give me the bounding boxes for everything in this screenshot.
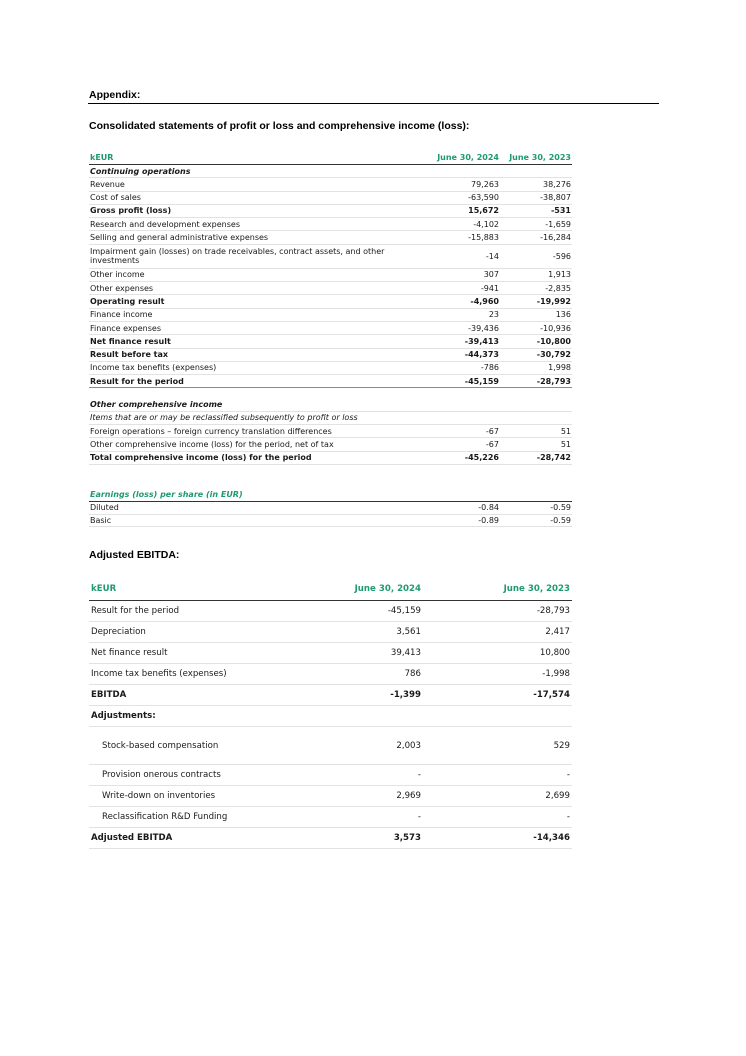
pl-row: [89, 451, 572, 464]
eps-label: Basic: [89, 514, 429, 527]
ebitda-value-2023: -14,346: [423, 828, 572, 849]
ebitda-value-2023: -17,574: [423, 685, 572, 706]
ebitda-row: [89, 786, 572, 807]
eps-value-2024: -0.84: [429, 502, 500, 515]
pl-value-2024: 15,672: [429, 204, 500, 217]
ebitda-value-2023: [423, 706, 572, 727]
pl-label: Result before tax: [89, 348, 429, 361]
pl-section-title: Consolidated statements of profit or loss and comprehensive income (loss):: [89, 120, 470, 132]
ebitda-value-2024: -1,399: [274, 685, 423, 706]
ebitda-label: Income tax benefits (expenses): [89, 664, 274, 685]
pl-label: Operating result: [89, 295, 429, 308]
eps-row: [89, 514, 572, 527]
profit-loss-table: [89, 151, 572, 465]
pl-value-2024: [429, 398, 500, 411]
appendix-title: Appendix:: [89, 89, 141, 101]
eps-table-header: [89, 489, 572, 502]
pl-header-label: kEUR: [89, 151, 429, 165]
pl-label: Items that are or may be reclassified subsequently to profit or loss: [89, 411, 429, 424]
pl-row: [89, 388, 572, 399]
ebitda-row: [89, 601, 572, 622]
ebitda-value-2024: 2,003: [274, 727, 423, 765]
pl-value-2024: -67: [429, 425, 500, 438]
pl-label: Finance expenses: [89, 321, 429, 334]
pl-label: Finance income: [89, 308, 429, 321]
pl-value-2023: -28,742: [500, 451, 572, 464]
pl-row: [89, 282, 572, 295]
ebitda-label: Adjustments:: [89, 706, 274, 727]
ebitda-header-col-2023: June 30, 2023: [423, 578, 572, 601]
eps-header-label: Earnings (loss) per share (in EUR): [89, 489, 429, 502]
pl-value-2023: -10,936: [500, 321, 572, 334]
pl-row: [89, 295, 572, 308]
pl-value-2023: -28,793: [500, 375, 572, 388]
pl-value-2023: -596: [500, 244, 572, 268]
ebitda-label: Result for the period: [89, 601, 274, 622]
pl-value-2023: [500, 398, 572, 411]
pl-value-2024: -44,373: [429, 348, 500, 361]
pl-row: [89, 268, 572, 281]
pl-value-2023: [500, 165, 572, 178]
pl-row: [89, 438, 572, 451]
pl-row: [89, 335, 572, 348]
pl-value-2024: [429, 165, 500, 178]
pl-value-2023: -19,992: [500, 295, 572, 308]
pl-value-2023: -30,792: [500, 348, 572, 361]
pl-label: Continuing operations: [89, 165, 429, 178]
pl-label: Selling and general administrative expenses: [89, 231, 429, 244]
pl-header-col-2023: June 30, 2023: [500, 151, 572, 165]
ebitda-value-2024: 786: [274, 664, 423, 685]
eps-value-2023: -0.59: [500, 502, 572, 515]
ebitda-row: [89, 828, 572, 849]
pl-value-2023: 136: [500, 308, 572, 321]
pl-value-2023: -10,800: [500, 335, 572, 348]
pl-table-header: [89, 151, 572, 165]
eps-value-2023: -0.59: [500, 514, 572, 527]
ebitda-value-2023: -: [423, 765, 572, 786]
pl-value-2024: 23: [429, 308, 500, 321]
pl-value-2024: -63,590: [429, 191, 500, 204]
pl-value-2024: 307: [429, 268, 500, 281]
ebitda-value-2024: [274, 706, 423, 727]
pl-value-2024: -45,159: [429, 375, 500, 388]
ebitda-value-2023: 529: [423, 727, 572, 765]
pl-value-2023: 51: [500, 438, 572, 451]
ebitda-label: Reclassification R&D Funding: [89, 807, 274, 828]
pl-label: Cost of sales: [89, 191, 429, 204]
pl-value-2023: 1,913: [500, 268, 572, 281]
ebitda-label: Net finance result: [89, 643, 274, 664]
ebitda-value-2024: -: [274, 807, 423, 828]
pl-value-2024: 79,263: [429, 178, 500, 191]
pl-row: [89, 191, 572, 204]
ebitda-label: Write-down on inventories: [89, 786, 274, 807]
pl-value-2024: -786: [429, 361, 500, 374]
ebitda-table-header: [89, 578, 572, 601]
pl-label: Research and development expenses: [89, 218, 429, 231]
pl-row: [89, 361, 572, 374]
ebitda-row: [89, 706, 572, 727]
ebitda-label: Stock-based compensation: [89, 727, 274, 765]
pl-value-2024: [429, 411, 500, 424]
pl-value-2023: -16,284: [500, 231, 572, 244]
pl-row: [89, 321, 572, 334]
pl-header-col-2024: June 30, 2024: [429, 151, 500, 165]
pl-value-2024: -67: [429, 438, 500, 451]
pl-value-2023: 51: [500, 425, 572, 438]
pl-value-2024: -39,413: [429, 335, 500, 348]
eps-label: Diluted: [89, 502, 429, 515]
ebitda-row: [89, 622, 572, 643]
pl-value-2023: [500, 388, 572, 399]
ebitda-label: Provision onerous contracts: [89, 765, 274, 786]
ebitda-value-2023: 2,699: [423, 786, 572, 807]
pl-label: Income tax benefits (expenses): [89, 361, 429, 374]
ebitda-label: EBITDA: [89, 685, 274, 706]
eps-table: [89, 489, 572, 527]
ebitda-row: [89, 685, 572, 706]
pl-value-2024: -4,102: [429, 218, 500, 231]
pl-row: [89, 308, 572, 321]
adjusted-ebitda-table: [89, 578, 572, 849]
pl-label: Other comprehensive income (loss) for the period, net of tax: [89, 438, 429, 451]
ebitda-value-2023: -: [423, 807, 572, 828]
ebitda-section-title: Adjusted EBITDA:: [89, 549, 180, 561]
pl-row: [89, 375, 572, 388]
ebitda-row: [89, 765, 572, 786]
pl-row: [89, 398, 572, 411]
eps-row: [89, 502, 572, 515]
ebitda-value-2024: 2,969: [274, 786, 423, 807]
pl-value-2023: -2,835: [500, 282, 572, 295]
pl-row: [89, 178, 572, 191]
title-rule: [88, 103, 659, 104]
pl-value-2024: -39,436: [429, 321, 500, 334]
pl-value-2023: 38,276: [500, 178, 572, 191]
pl-value-2023: -531: [500, 204, 572, 217]
pl-value-2024: [429, 388, 500, 399]
ebitda-label: Depreciation: [89, 622, 274, 643]
pl-value-2024: -45,226: [429, 451, 500, 464]
pl-label: Result for the period: [89, 375, 429, 388]
pl-row: [89, 244, 572, 268]
pl-row: [89, 411, 572, 424]
ebitda-row: [89, 664, 572, 685]
ebitda-value-2023: -1,998: [423, 664, 572, 685]
pl-value-2023: [500, 411, 572, 424]
ebitda-value-2024: 39,413: [274, 643, 423, 664]
pl-row: [89, 231, 572, 244]
ebitda-value-2024: -: [274, 765, 423, 786]
ebitda-value-2024: 3,573: [274, 828, 423, 849]
pl-label: [89, 388, 429, 399]
pl-row: [89, 425, 572, 438]
pl-value-2023: -38,807: [500, 191, 572, 204]
eps-value-2024: -0.89: [429, 514, 500, 527]
pl-value-2024: -941: [429, 282, 500, 295]
pl-label: Net finance result: [89, 335, 429, 348]
ebitda-header-col-2024: June 30, 2024: [274, 578, 423, 601]
pl-label: Other income: [89, 268, 429, 281]
ebitda-value-2023: 2,417: [423, 622, 572, 643]
pl-value-2024: -14: [429, 244, 500, 268]
pl-value-2024: -15,883: [429, 231, 500, 244]
ebitda-value-2024: -45,159: [274, 601, 423, 622]
pl-label: Impairment gain (losses) on trade receivables, contract assets, and other investments: [89, 244, 429, 268]
pl-value-2024: -4,960: [429, 295, 500, 308]
ebitda-value-2023: 10,800: [423, 643, 572, 664]
pl-label: Other comprehensive income: [89, 398, 429, 411]
ebitda-header-label: kEUR: [89, 578, 274, 601]
pl-value-2023: 1,998: [500, 361, 572, 374]
pl-row: [89, 165, 572, 178]
pl-row: [89, 204, 572, 217]
pl-label: Other expenses: [89, 282, 429, 295]
ebitda-value-2023: -28,793: [423, 601, 572, 622]
pl-label: Total comprehensive income (loss) for the period: [89, 451, 429, 464]
ebitda-label: Adjusted EBITDA: [89, 828, 274, 849]
pl-row: [89, 348, 572, 361]
pl-value-2023: -1,659: [500, 218, 572, 231]
ebitda-value-2024: 3,561: [274, 622, 423, 643]
ebitda-row: [89, 643, 572, 664]
pl-label: Foreign operations – foreign currency translation differences: [89, 425, 429, 438]
ebitda-row: [89, 807, 572, 828]
ebitda-row: [89, 727, 572, 765]
pl-label: Gross profit (loss): [89, 204, 429, 217]
pl-label: Revenue: [89, 178, 429, 191]
pl-row: [89, 218, 572, 231]
